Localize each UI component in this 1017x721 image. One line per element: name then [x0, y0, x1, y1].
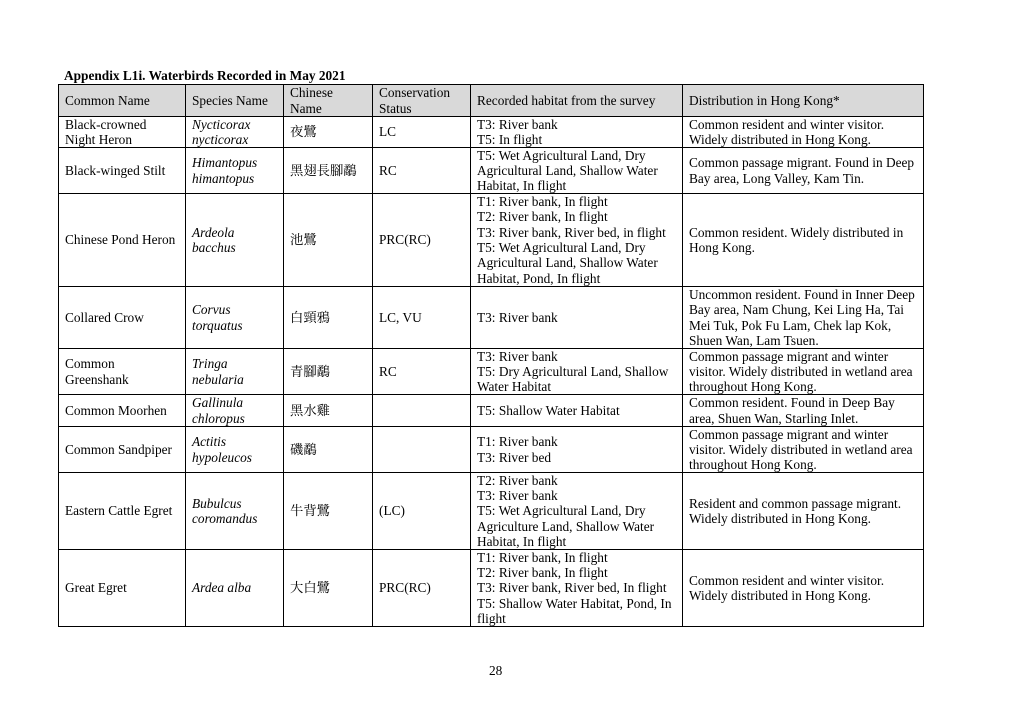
species-name-cell [186, 148, 284, 194]
header-label: Common Name [65, 92, 150, 108]
conservation-status-cell [373, 349, 471, 395]
cell-line: T3: River bank [477, 488, 558, 504]
cell-line: visitor. Widely distributed in wetland area [689, 441, 913, 457]
common-name-cell [59, 117, 186, 148]
page-number: 28 [489, 663, 503, 678]
cell-line: T2: River bank, In flight [477, 209, 608, 225]
cell-line: Common Sandpiper [65, 441, 172, 457]
cell-line: T2: River bank [477, 472, 558, 488]
distribution-cell [683, 473, 924, 550]
cell-line: T5: Wet Agricultural Land, Dry [477, 240, 646, 255]
cell-line: Himantopus [192, 155, 258, 171]
header-common-name [59, 85, 186, 117]
species-name-cell [186, 550, 284, 627]
cell-line: Common passage migrant and winter [689, 348, 889, 364]
header-label-line: Status [379, 100, 412, 116]
cell-line: Habitat, In flight [477, 533, 567, 549]
cell-line: flight [477, 610, 506, 626]
cell-line: T5: Shallow Water Habitat [477, 402, 620, 418]
chinese-name-cell [284, 117, 373, 148]
cell-line: hypoleucos [192, 449, 252, 465]
cell-line: Gallinula [192, 395, 244, 411]
cell-line: throughout Hong Kong. [689, 457, 817, 473]
conservation-status-cell [373, 194, 471, 287]
common-name-cell [59, 427, 186, 473]
cell-line: Great Egret [65, 580, 127, 596]
cell-line: Bubulcus [192, 495, 242, 511]
cell-line: PRC(RC) [379, 580, 431, 596]
cell-line: Common Moorhen [65, 402, 167, 418]
cell-line: 白頸鴉 [290, 309, 330, 325]
cell-line: Greenshank [65, 371, 129, 387]
chinese-name-cell [284, 194, 373, 287]
header-chinese-name [284, 85, 373, 117]
cell-line: LC [379, 124, 397, 140]
chinese-name-cell [284, 395, 373, 427]
conservation-status-cell [373, 148, 471, 194]
common-name-cell [59, 473, 186, 550]
cell-line: RC [379, 363, 397, 379]
cell-line: Shuen Wan, Lam Tsuen. [689, 332, 819, 348]
cell-line: RC [379, 162, 397, 178]
cell-line: visitor. Widely distributed in wetland area [689, 363, 913, 379]
species-name-cell [186, 427, 284, 473]
cell-line: Agricultural Land, Shallow Water [477, 255, 658, 271]
cell-line: T5: Shallow Water Habitat, Pond, In [477, 595, 672, 611]
habitat-cell [471, 349, 683, 395]
cell-line: Common resident and winter visitor. [689, 116, 885, 132]
cell-line: Common resident. Widely distributed in [689, 224, 904, 240]
header-label-line: Conservation [379, 85, 451, 101]
conservation-status-cell [373, 550, 471, 627]
habitat-cell [471, 395, 683, 427]
header-label: Species Name [192, 92, 268, 108]
cell-line: Uncommon resident. Found in Inner Deep [689, 286, 915, 302]
cell-line: LC, VU [379, 309, 422, 325]
header-label: Distribution in Hong Kong* [689, 92, 840, 108]
cell-line: Widely distributed in Hong Kong. [689, 132, 871, 147]
cell-line: Actitis [192, 434, 227, 450]
cell-line: T1: River bank, In flight [477, 194, 608, 210]
cell-line: throughout Hong Kong. [689, 379, 817, 395]
distribution-cell [683, 117, 924, 148]
cell-line: PRC(RC) [379, 232, 431, 248]
cell-line: Black-crowned [65, 116, 147, 132]
cell-line: T2: River bank, In flight [477, 565, 608, 581]
cell-line: Common [65, 356, 115, 372]
cell-line: Water Habitat [477, 379, 552, 395]
distribution-cell [683, 395, 924, 427]
conservation-status-cell [373, 287, 471, 349]
habitat-cell [471, 117, 683, 148]
habitat-cell [471, 148, 683, 194]
cell-line: Widely distributed in Hong Kong. [689, 588, 871, 603]
cell-line: Hong Kong. [689, 240, 755, 255]
cell-line: T5: Wet Agricultural Land, Dry [477, 503, 646, 519]
cell-line: Eastern Cattle Egret [65, 503, 173, 519]
cell-line: T3: River bed [477, 449, 552, 465]
cell-line: Habitat, In flight [477, 178, 567, 194]
header-habitat [471, 85, 683, 117]
distribution-cell [683, 349, 924, 395]
conservation-status-cell [373, 473, 471, 550]
cell-line: T1: River bank, In flight [477, 549, 608, 565]
distribution-cell [683, 427, 924, 473]
cell-line: Widely distributed in Hong Kong. [689, 511, 871, 526]
cell-line: T5: Wet Agricultural Land, Dry [477, 147, 646, 163]
cell-line: Night Heron [65, 132, 132, 147]
cell-line: nebularia [192, 371, 244, 387]
habitat-cell [471, 194, 683, 287]
cell-line: himantopus [192, 170, 255, 186]
cell-line: T3: River bank [477, 116, 558, 132]
species-name-cell [186, 117, 284, 148]
species-name-cell [186, 287, 284, 349]
cell-line: T5: Dry Agricultural Land, Shallow [477, 363, 669, 379]
cell-line: Agriculture Land, Shallow Water [477, 518, 655, 534]
cell-line: Mei Tuk, Pok Fu Lam, Chek lap Kok, [689, 317, 892, 333]
cell-line: Collared Crow [65, 309, 144, 325]
cell-line: Chinese Pond Heron [65, 232, 176, 248]
cell-line: T3: River bank, River bed, In flight [477, 580, 667, 596]
cell-line: Bay area, Nam Chung, Kei Ling Ha, Tai [689, 302, 904, 318]
habitat-cell [471, 287, 683, 349]
header-species-name [186, 85, 284, 117]
appendix-title: Appendix L1i. Waterbirds Recorded in May 2021 [64, 68, 346, 83]
cell-line: T3: River bank [477, 309, 558, 325]
chinese-name-cell [284, 550, 373, 627]
cell-line: 牛背鷺 [290, 503, 330, 519]
cell-line: 黑翅長腳鷸 [290, 162, 357, 178]
chinese-name-cell [284, 287, 373, 349]
cell-line: T3: River bank [477, 348, 558, 364]
chinese-name-cell [284, 349, 373, 395]
common-name-cell [59, 194, 186, 287]
cell-line: Tringa [192, 356, 228, 372]
cell-line: Resident and common passage migrant. [689, 495, 902, 511]
species-name-cell [186, 473, 284, 550]
common-name-cell [59, 550, 186, 627]
distribution-cell [683, 550, 924, 627]
cell-line: Nycticorax [192, 116, 251, 132]
cell-line: 磯鷸 [290, 441, 317, 457]
species-name-cell [186, 194, 284, 287]
cell-line: T1: River bank [477, 434, 558, 450]
common-name-cell [59, 287, 186, 349]
cell-line: T5: In flight [477, 132, 543, 147]
cell-line: Common resident and winter visitor. [689, 572, 885, 588]
cell-line: Ardeola [192, 224, 235, 240]
chinese-name-cell [284, 473, 373, 550]
cell-line: bacchus [192, 240, 236, 255]
cell-line: 大白鷺 [290, 580, 330, 596]
header-label: Recorded habitat from the survey [477, 92, 656, 108]
distribution-cell [683, 287, 924, 349]
distribution-cell [683, 148, 924, 194]
cell-line: 黑水雞 [290, 402, 330, 418]
waterbirds-table [58, 84, 924, 627]
conservation-status-cell [373, 395, 471, 427]
header-conservation-status [373, 85, 471, 117]
cell-line: T3: River bank, River bed, in flight [477, 224, 666, 240]
chinese-name-cell [284, 427, 373, 473]
chinese-name-cell [284, 148, 373, 194]
cell-line: Ardea alba [192, 580, 252, 596]
cell-line: (LC) [379, 503, 405, 519]
header-distribution [683, 85, 924, 117]
cell-line: 池鷺 [290, 232, 317, 248]
cell-line: Common resident. Found in Deep Bay [689, 395, 895, 411]
cell-line: Corvus [192, 302, 231, 318]
habitat-cell [471, 550, 683, 627]
conservation-status-cell [373, 427, 471, 473]
common-name-cell [59, 395, 186, 427]
cell-line: Agricultural Land, Shallow Water [477, 162, 658, 178]
habitat-cell [471, 427, 683, 473]
cell-line: chloropus [192, 410, 245, 426]
cell-line: nycticorax [192, 132, 249, 147]
header-label-line: Chinese [290, 85, 333, 101]
conservation-status-cell [373, 117, 471, 148]
cell-line: Common passage migrant. Found in Deep [689, 155, 915, 171]
header-label-line: Name [290, 100, 322, 116]
common-name-cell [59, 349, 186, 395]
species-name-cell [186, 395, 284, 427]
cell-line: 青腳鷸 [290, 363, 330, 379]
habitat-cell [471, 473, 683, 550]
cell-line: Habitat, Pond, In flight [477, 270, 601, 286]
cell-line: Bay area, Long Valley, Kam Tin. [689, 170, 865, 186]
cell-line: 夜鷺 [290, 124, 317, 140]
cell-line: torquatus [192, 317, 243, 333]
cell-line: Common passage migrant and winter [689, 426, 889, 442]
common-name-cell [59, 148, 186, 194]
species-name-cell [186, 349, 284, 395]
cell-line: coromandus [192, 511, 258, 526]
cell-line: Black-winged Stilt [65, 162, 166, 178]
distribution-cell [683, 194, 924, 287]
cell-line: area, Shuen Wan, Starling Inlet. [689, 410, 859, 426]
